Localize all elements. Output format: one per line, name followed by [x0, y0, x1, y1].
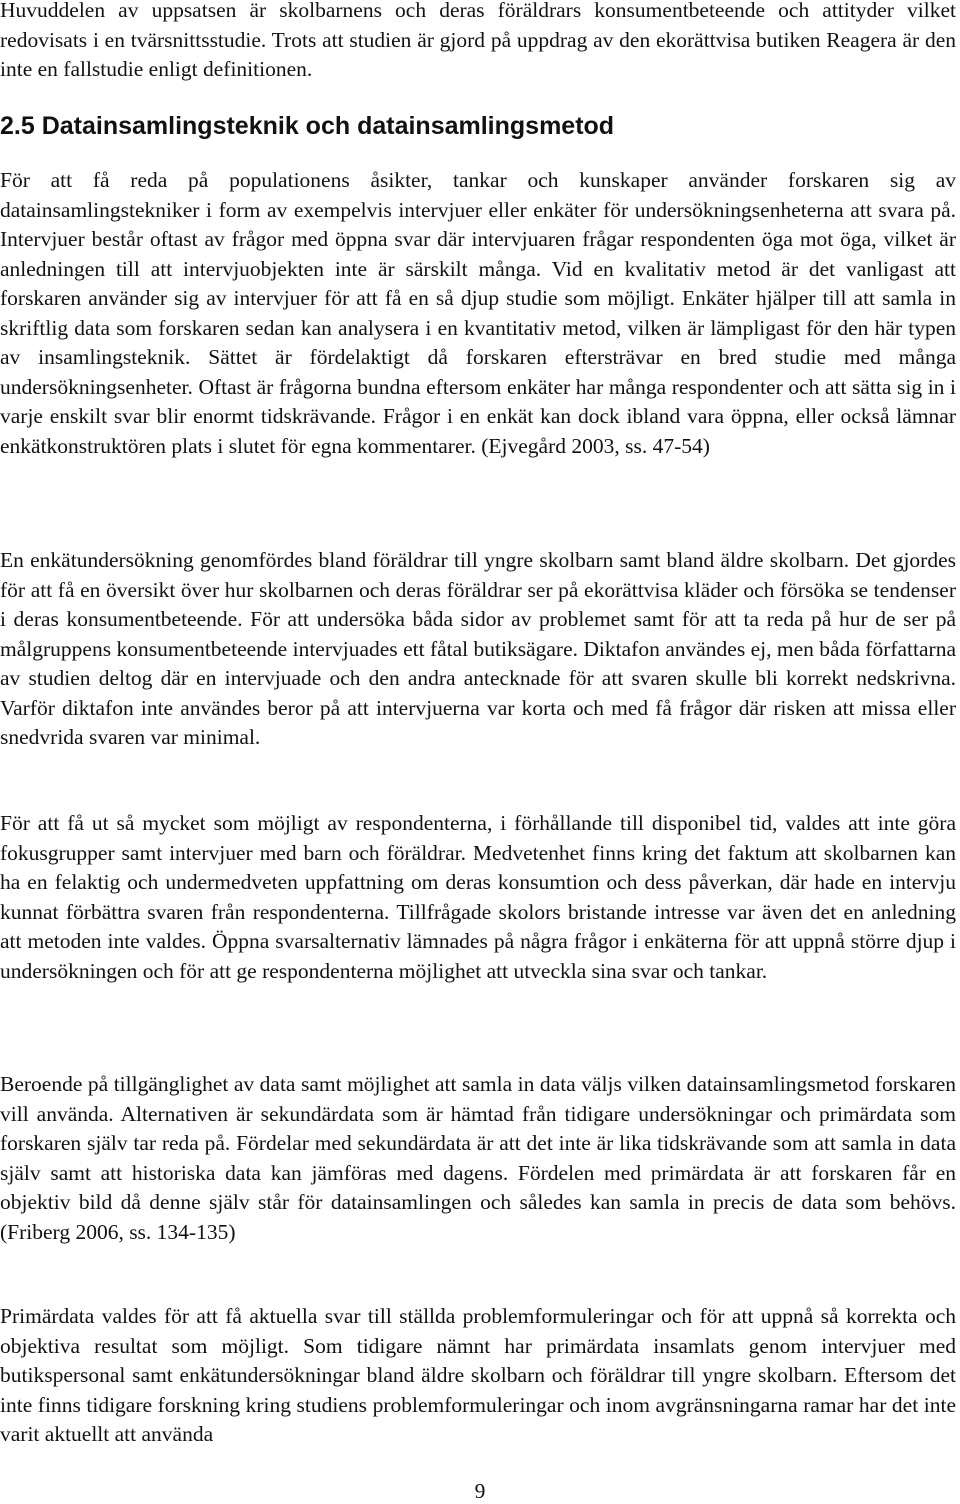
- body-paragraph-4: Beroende på tillgänglighet av data samt möjlighet att samla in data väljs vilken datainsamlingsmetod forskaren vill använda. Alternativen är sekundärdata som är hämtad från tidigare undersökningar och primärdata som forskaren själv tar reda på. Fördelar med sekundärdata är att det inte är lika tidskrävande som att samla in data själv samt att historiska data kan jämföras med dagens. Fördelen med primärdata är att forskaren får en objektiv bild då denne själv står för datainsamlingen och således kan samla in precis de data som behövs. (Friberg 2006, ss. 134-135): [0, 1072, 956, 1244]
- section-heading: 2.5 Datainsamlingsteknik och datainsamlingsmetod: [0, 112, 615, 140]
- page-number: 9: [474, 1479, 486, 1503]
- body-paragraph-2: En enkätundersökning genomfördes bland föräldrar till yngre skolbarn samt bland äldre skolbarn. Det gjordes för att få en översikt över hur skolbarnen och deras föräldrar ser på ekorättvisa kläder och försöka se tendenser i deras konsumentbeteende. För att undersöka båda sidor av problemet samt för att ta reda på hur de ser på målgruppens konsumentbeteende intervjuades ett fåtal butiksägare. Diktafon användes ej, men båda författarna av studien deltog där en intervjuade och den andra antecknade för att svaren skulle bli korrekt nedskrivna. Varför diktafon inte användes beror på att intervjuerna var korta och med få frågor där risken att missa eller snedvrida svaren var minimal.: [0, 548, 956, 749]
- body-paragraph-3: För att få ut så mycket som möjligt av respondenterna, i förhållande till disponibel tid, valdes att inte göra fokusgrupper samt intervjuer med barn och föräldrar. Medvetenhet finns kring det faktum att skolbarnen kan ha en felaktig och undermedveten uppfattning om deras konsumtion och dess påverkan, där hade en intervju kunnat förbättra svaren från respondenterna. Tillfrågade skolors bristande intresse var även det en anledning att metoden inte valdes. Öppna svarsalternativ lämnades på några frågor i enkäterna för att uppnå större djup i undersökningen och för att ge respondenterna möjlighet att utveckla sina svar och tankar.: [0, 811, 956, 983]
- intro-paragraph: Huvuddelen av uppsatsen är skolbarnens och deras föräldrars konsumentbeteende och attityder vilket redovisats i en tvärsnittsstudie. Trots att studien är gjord på uppdrag av den ekorättvisa butiken Reagera är den inte en fallstudie enligt definitionen.: [0, 0, 956, 81]
- body-paragraph-1: För att få reda på populationens åsikter, tankar och kunskaper använder forskaren sig av datainsamlingstekniker i form av exempelvis intervjuer eller enkäter för undersökningsenheterna att svara på. Intervjuer består oftast av frågor med öppna svar där intervjuaren frågar respondenten öga mot öga, vilket är anledningen till att intervjuobjekten inte är särskilt många. Vid en kvalitativ metod är det vanligast att forskaren använder sig av intervjuer för att få en så djup studie som möjligt. Enkäter hjälper till att samla in skriftlig data som forskaren sedan kan analysera i en kvantitativ metod, vilken är lämpligast för den här typen av insamlingsteknik. Sättet är fördelaktigt då forskaren eftersträvar en bred studie med många undersökningsenheter. Oftast är frågorna bundna eftersom enkäter har många respondenter och att sätta sig in i varje enskilt svar blir enormt tidskrävande. Frågor i en enkät kan dock ibland vara öppna, eller också lämnar enkätkonstruktören plats i slutet för egna kommentarer. (Ejvegård 2003, ss. 47-54): [0, 168, 956, 458]
- body-paragraph-5: Primärdata valdes för att få aktuella svar till ställda problemformuleringar och för att uppnå så korrekta och objektiva resultat som möjligt. Som tidigare nämnt har primärdata insamlats genom intervjuer med butikspersonal samt enkätundersökningar bland äldre skolbarn och föräldrar till yngre skolbarn. Eftersom det inte finns tidigare forskning kring studiens problemformuleringar och inom avgränsningarna ramar har det inte varit aktuellt att använda: [0, 1304, 956, 1446]
